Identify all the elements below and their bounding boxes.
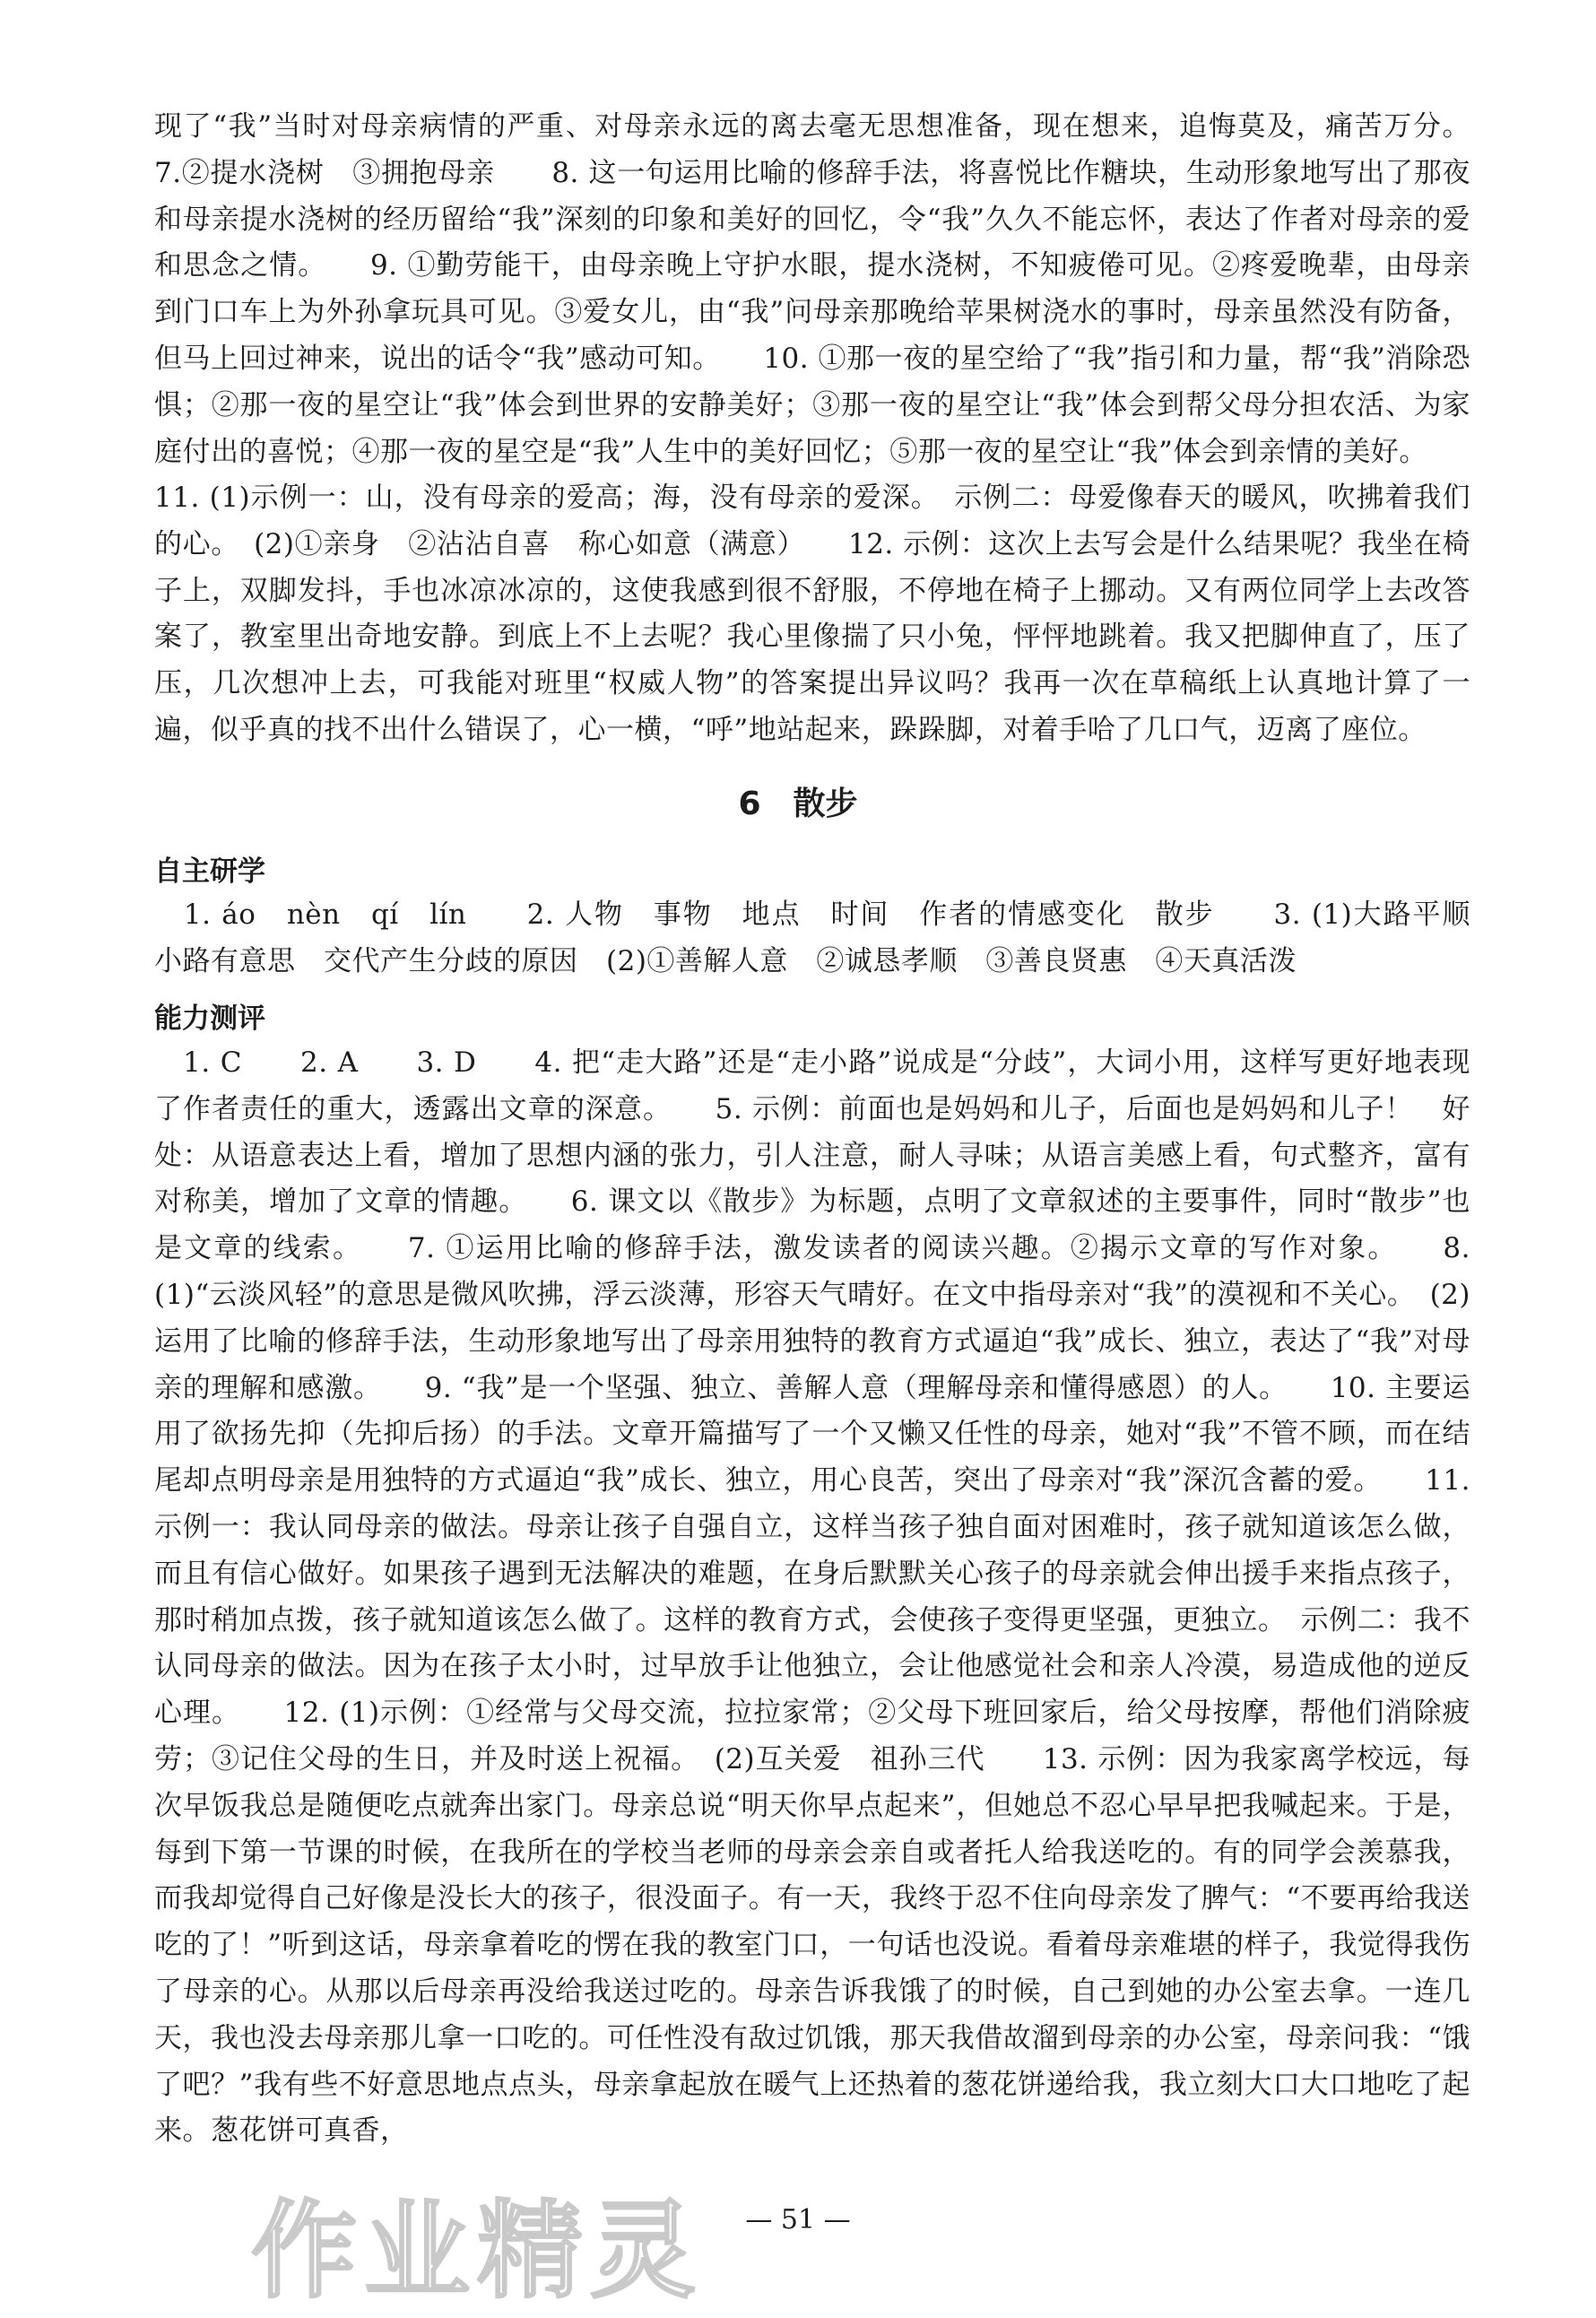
answer-paragraph-self-study: 1. áo nèn qí lín 2. 人物 事物 地点 时间 作者的情感变化 散步 3. (1)大路平顺 小路有意思 交代产生分歧的原因 (2)①善解人意 ②诚恳孝顺 ③善良贤惠 ④天真活泼 xyxy=(154,899,1499,977)
watermark-logo: 作业精灵 xyxy=(251,2189,704,2313)
answer-paragraph-lesson5-part2: 11. (1)示例一：山，没有母亲的爱高；海，没有母亲的爱深。 示例二：母爱像春天的暖风，吹拂着我们的心。 (2)①亲身 ②沾沾自喜 称心如意（满意） 12. 示例：这次上去写会是什么结果呢？我坐在椅子上，双脚发抖，手也冰凉冰凉的，这使我感到很不舒服，不停地在椅子上挪动。又有两位同学上去改答案了，教室里出奇地安静。到底上不上去呢？我心里像揣了只小兔，怦怦地跳着。我又把脚伸直了，压了压，几次想冲上去，可我能对班里“权威人物”的答案提出异议吗？我再一次在草稿纸上认真地计算了一遍，似乎真的找不出什么错误了，心一横，“呼”地站起来，跺跺脚，对着手哈了几口气，迈离了座位。 xyxy=(154,482,1470,746)
heading-ability-test: 能力测评 xyxy=(154,1003,265,1035)
answer-paragraph-ability-test: 1. C 2. A 3. D 4. 把“走大路”还是“走小路”说成是“分歧”，大词小用，这样写更好地表现了作者责任的重大，透露出文章的深意。 5. 示例：前面也是妈妈和儿子，后面也是妈妈和儿子！ 好处：从语意表达上看，增加了思想内涵的张力，引人注意，耐人寻味；从语言美感上看，句式整齐，富有对称美，增加了文章的情趣。 6. 课文以《散步》为标题，点明了文章叙述的主要事件，同时“散步”也是文章的线索。 7. ①运用比喻的修辞手法，激发读者的阅读兴趣。②揭示文章的写作对象。 8. (1)“云淡风轻”的意思是微风吹拂，浮云淡薄，形容天气晴好。在文中指母亲对“我”的漠视和不关心。 (2)运用了比喻的修辞手法，生动形象地写出了母亲用独特的教育方式逼迫“我”成长、独立，表达了“我”对母亲的理解和感激。 9. “我”是一个坚强、独立、善解人意（理解母亲和懂得感恩）的人。 10. 主要运用了欲扬先抑（先抑后扬）的手法。文章开篇描写了一个又懒又任性的母亲，她对“我”不管不顾，而在结尾却点明母亲是用独特的方式逼迫“我”成长、独立，用心良苦，突出了母亲对“我”深沉含蓄的爱。 11. 示例一：我认同母亲的做法。母亲让孩子自强自立，这样当孩子独自面对困难时，孩子就知道该怎么做，而且有信心做好。如果孩子遇到无法解决的难题，在身后默默关心孩子的母亲就会伸出援手来指点孩子，那时稍加点拨，孩子就知道该怎么做了。这样的教育方式，会使孩子变得更坚强，更独立。 示例二：我不认同母亲的做法。因为在孩子太小时，过早放手让他独立，会让他感觉社会和亲人冷漠，易造成他的逆反心理。 12. (1)示例：①经常与父母交流，拉拉家常；②父母下班回家后，给父母按摩，帮他们消除疲劳；③记住父母的生日，并及时送上祝福。 (2)互关爱 祖孙三代 13. 示例：因为我家离学校远，每次早饭我总是随便吃点就奔出家门。母亲总说“明天你早点起来”，但她总不忍心早早把我喊起来。于是，每到下第一节课的时候，在我所在的学校当老师的母亲会亲自或者托人给我送吃的。有的同学会羡慕我，而我却觉得自己好像是没长大的孩子，很没面子。有一天，我终于忍不住向母亲发了脾气：“不要再给我送吃的了！”听到这话，母亲拿着吃的愣在我的教室门口，一句话也没说。看着母亲难堪的样子，我觉得我伤了母亲的心。从那以后母亲再没给我送过吃的。母亲告诉我饿了的时候，自己到她的办公室去拿。一连几天，我也没去母亲那儿拿一口吃的。可任性没有敌过饥饿，那天我借故溜到母亲的办公室，母亲问我：“饿了吧？”我有些不好意思地点点头，母亲拿起放在暖气上还热着的葱花饼递给我，我立刻大口大口地吃了起来。葱花饼可真香， xyxy=(154,1046,1470,2148)
page-number: — 51 — xyxy=(745,2204,851,2236)
answer-paragraph-lesson5-part1: 现了“我”当时对母亲病情的严重、对母亲永远的离去毫无思想准备，现在想来，追悔莫及，痛苦万分。 7.②提水浇树 ③拥抱母亲 8. 这一句运用比喻的修辞手法，将喜悦比作糖块，生动形象地写出了那夜和母亲提水浇树的经历留给“我”深刻的印象和美好的回忆，令“我”久久不能忘怀，表达了作者对母亲的爱和思念之情。 9. ①勤劳能干，由母亲晚上守护水眼，提水浇树，不知疲倦可见。②疼爱晚辈，由母亲到门口车上为外孙拿玩具可见。③爱女儿，由“我”问母亲那晚给苹果树浇水的事时，母亲虽然没有防备，但马上回过神来，说出的话令“我”感动可知。 10. ①那一夜的星空给了“我”指引和力量，帮“我”消除恐惧；②那一夜的星空让“我”体会到世界的安静美好；③那一夜的星空让“我”体会到帮父母分担农活、为家庭付出的喜悦；④那一夜的星空是“我”人生中的美好回忆；⑤那一夜的星空让“我”体会到亲情的美好。 xyxy=(154,110,1470,468)
heading-self-study: 自主研学 xyxy=(154,855,265,888)
section-title: 6 散步 xyxy=(738,786,858,822)
